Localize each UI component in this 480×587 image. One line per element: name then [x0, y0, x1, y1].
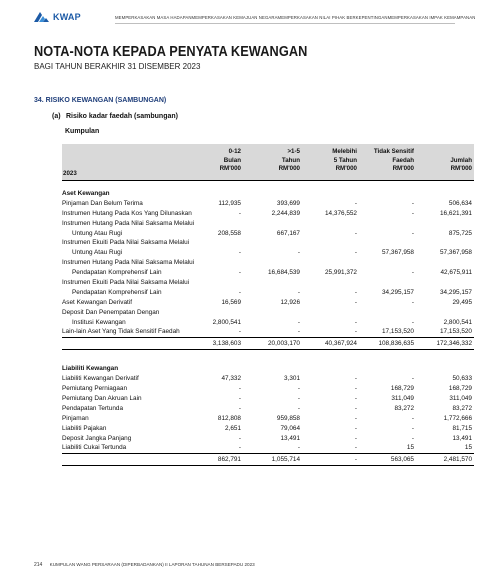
cell-value: 12,926 — [280, 298, 300, 306]
cell-value: - — [411, 414, 414, 422]
row-label: Pendapatan Komprehensif Lain — [72, 269, 162, 277]
cell-value: 3,301 — [284, 375, 300, 383]
table-row — [62, 209, 474, 219]
cell-value: 47,332 — [221, 375, 241, 383]
cell-value: 208,558 — [217, 229, 241, 237]
cell-value: 667,167 — [276, 229, 300, 237]
page-title: NOTA-NOTA KEPADA PENYATA KEWANGAN — [34, 44, 308, 60]
row-label: Instrumen Ekuiti Pada Nilai Saksama Melalui — [62, 279, 190, 287]
table-row — [62, 238, 474, 248]
table-row — [62, 219, 474, 229]
cell-value: 34,295,157 — [382, 288, 414, 296]
section-heading: 34. RISIKO KEWANGAN (SAMBUNGAN) — [34, 97, 167, 104]
row-label: Pinjaman Dan Belum Terima — [62, 199, 143, 207]
cell-value: 393,699 — [276, 199, 300, 207]
cell-value: 112,935 — [218, 199, 241, 207]
cell-value: 15 — [406, 444, 414, 452]
cell-value: - — [297, 385, 300, 393]
liabilities-total-row: 862,791 1,055,714 - 563,065 2,481,570 — [62, 453, 474, 466]
cell-value: - — [354, 318, 357, 326]
row-label: Lain-lain Aset Yang Tidak Sensitif Faedah — [62, 328, 180, 336]
row-label: Pemiutang Perniagaan — [62, 385, 128, 393]
cell-value: - — [238, 269, 241, 277]
cell-value: 29,495 — [452, 298, 472, 306]
kwap-logo-icon — [32, 10, 50, 24]
cell-value: 2,244,839 — [271, 209, 300, 217]
cell-value: 17,153,520 — [440, 328, 472, 336]
table-row — [62, 424, 474, 434]
cell-value: 2,800,541 — [443, 318, 472, 326]
column-header: 0-12 Bulan RM'000 — [219, 148, 241, 173]
row-label: Deposit Dan Penempatan Dengan — [62, 308, 160, 316]
cell-value: 34,295,157 — [440, 288, 472, 296]
table-row — [62, 248, 474, 258]
cell-value: - — [411, 424, 414, 432]
row-label: Instrumen Hutang Pada Nilai Saksama Melalui — [62, 259, 195, 267]
column-header: Tidak Sensitif Faedah RM'000 — [373, 148, 414, 173]
cell-value: - — [354, 404, 357, 412]
cell-value: - — [354, 229, 357, 237]
liabilities-heading: Liabiliti Kewangan — [62, 365, 119, 373]
subsection-title: Risiko kadar faedah (sambungan) — [65, 113, 178, 120]
cell-value: - — [354, 288, 357, 296]
cell-value: - — [238, 434, 241, 442]
assets-heading: Aset Kewangan — [62, 190, 110, 197]
column-header: Jumlah RM'000 — [450, 156, 472, 173]
cell-value: - — [297, 318, 300, 326]
cell-value: - — [238, 385, 241, 393]
row-label: Instrumen Hutang Pada Nilai Saksama Melalui — [62, 219, 195, 227]
cell-value: 79,064 — [280, 424, 300, 432]
cell-value: - — [297, 288, 300, 296]
cell-value: - — [411, 375, 414, 383]
cell-value: 13,491 — [452, 434, 472, 442]
column-header: Melebihi 5 Tahun RM'000 — [332, 148, 357, 173]
cell-value: 14,376,552 — [325, 209, 357, 217]
cell-value: - — [411, 434, 414, 442]
cell-value: - — [238, 288, 241, 296]
cell-value: 83,272 — [394, 404, 414, 412]
cell-value: 506,634 — [448, 199, 472, 207]
cell-value: 15 — [464, 444, 472, 452]
logo-text: KWAP — [53, 12, 81, 22]
cell-value: 875,725 — [448, 229, 472, 237]
table-row — [62, 288, 474, 298]
row-label: Liabiliti Pajakan — [62, 424, 107, 432]
cell-value: - — [411, 318, 414, 326]
cell-value: - — [297, 328, 300, 336]
table-header — [62, 144, 474, 181]
cell-value: 16,621,391 — [440, 209, 472, 217]
table-row — [62, 199, 474, 209]
row-label: Untung Atau Rugi — [72, 249, 123, 257]
table-row — [62, 443, 474, 453]
table-row — [62, 327, 474, 337]
cell-value: - — [297, 444, 300, 452]
cell-value: 13,491 — [280, 434, 300, 442]
cell-value: - — [354, 434, 357, 442]
cell-value: - — [354, 328, 357, 336]
cell-value: - — [411, 269, 414, 277]
cell-value: - — [238, 444, 241, 452]
table-row — [62, 414, 474, 424]
table-row — [62, 268, 474, 278]
cell-value: 57,367,958 — [440, 249, 472, 257]
table-row — [62, 434, 474, 444]
table-row — [62, 404, 474, 414]
cell-value: 1,772,666 — [443, 414, 472, 422]
cell-value: 50,633 — [452, 375, 472, 383]
cell-value: - — [238, 404, 241, 412]
row-label: Deposit Jangka Panjang — [62, 434, 132, 442]
cell-value: - — [411, 209, 414, 217]
row-label: Liabiliti Cukai Tertunda — [62, 444, 127, 452]
page-footer — [34, 562, 255, 568]
cell-value: 2,651 — [225, 424, 241, 432]
kwap-logo — [32, 10, 81, 24]
cell-value: 25,991,372 — [325, 269, 357, 277]
cell-value: - — [238, 395, 241, 403]
header-divider — [115, 23, 455, 24]
page-subtitle: BAGI TAHUN BERAKHIR 31 DISEMBER 2023 — [34, 62, 201, 71]
row-label: Pendapatan Komprehensif Lain — [72, 288, 162, 296]
header-nav — [115, 15, 476, 20]
cell-value: 812,808 — [217, 414, 241, 422]
row-label: Liabiliti Kewangan Derivatif — [62, 375, 139, 383]
liabilities-rows — [62, 374, 474, 453]
cell-value: 81,715 — [452, 424, 472, 432]
section-heading-row — [62, 189, 474, 199]
cell-value: - — [354, 298, 357, 306]
table-row — [62, 258, 474, 268]
cell-value: - — [411, 229, 414, 237]
cell-value: - — [354, 249, 357, 257]
cell-value: - — [411, 298, 414, 306]
cell-value: - — [354, 444, 357, 452]
cell-value: 42,675,911 — [440, 269, 472, 277]
cell-value: - — [297, 404, 300, 412]
cell-value: 311,049 — [391, 395, 414, 403]
row-label: Pinjaman — [62, 414, 89, 422]
nav-item[interactable]: MEMPERKASAKAN NILAI PIHAK BERKEPENTINGAN — [277, 15, 388, 20]
assets-rows — [62, 199, 474, 337]
table-row — [62, 308, 474, 318]
table-row — [62, 298, 474, 308]
cell-value: - — [297, 249, 300, 257]
footer-text: KUMPULAN WANG PERSARAAN (DIPERBADANKAN) II LAPORAN TAHUNAN BERSEPADU 2023 — [49, 562, 255, 567]
table-row — [62, 229, 474, 239]
subsection-heading — [52, 113, 178, 120]
row-label: Institusi Kewangan — [72, 318, 126, 326]
cell-value: - — [354, 385, 357, 393]
cell-value: 168,729 — [390, 385, 414, 393]
cell-value: 16,569 — [221, 298, 241, 306]
interest-rate-risk-table — [62, 144, 474, 466]
table-row — [62, 278, 474, 288]
cell-value: 311,049 — [449, 395, 472, 403]
cell-value: 959,858 — [276, 414, 300, 422]
table-row — [62, 374, 474, 384]
page-number: 214 — [34, 562, 43, 568]
cell-value: - — [354, 414, 357, 422]
cell-value: - — [411, 199, 414, 207]
group-label: Kumpulan — [65, 128, 100, 135]
column-header: >1-5 Tahun RM'000 — [278, 148, 300, 173]
cell-value: - — [238, 209, 241, 217]
cell-value: - — [354, 424, 357, 432]
year-label: 2023 — [63, 170, 77, 177]
page-header — [0, 0, 480, 34]
table-row — [62, 384, 474, 394]
cell-value: - — [297, 395, 300, 403]
row-label: Pendapatan Tertunda — [62, 404, 124, 412]
cell-value: - — [354, 395, 357, 403]
cell-value: 168,729 — [448, 385, 472, 393]
subsection-marker: (a) — [52, 113, 61, 120]
nav-item[interactable]: MEMPERKASAKAN MASA HADAPAN — [115, 15, 192, 20]
cell-value: - — [238, 328, 241, 336]
nav-item[interactable]: MEMPERKASAKAN IMPAK KEMAMPANAN — [387, 15, 476, 20]
section-heading-row — [62, 364, 474, 374]
cell-value: 57,367,958 — [382, 249, 414, 257]
cell-value: 83,272 — [452, 404, 472, 412]
nav-item[interactable]: MEMPERKASAKAN KEMAJUAN NEGARA — [191, 15, 278, 20]
cell-value: 17,153,520 — [382, 328, 414, 336]
row-label: Aset Kewangan Derivatif — [62, 298, 132, 306]
row-label: Instrumen Ekuiti Pada Nilai Saksama Melalui — [62, 239, 190, 247]
assets-total-row: 3,138,603 20,003,170 40,367,924 108,836,635 172,346,332 — [62, 337, 474, 350]
cell-value: - — [354, 375, 357, 383]
cell-value: 2,800,541 — [212, 318, 241, 326]
table-row — [62, 394, 474, 404]
cell-value: 16,684,539 — [268, 269, 300, 277]
table-row — [62, 318, 474, 328]
row-label: Instrumen Hutang Pada Kos Yang Dilunaskan — [62, 209, 192, 217]
row-label: Untung Atau Rugi — [72, 229, 123, 237]
cell-value: - — [354, 199, 357, 207]
row-label: Pemiutang Dan Akruan Lain — [62, 395, 142, 403]
cell-value: - — [238, 249, 241, 257]
